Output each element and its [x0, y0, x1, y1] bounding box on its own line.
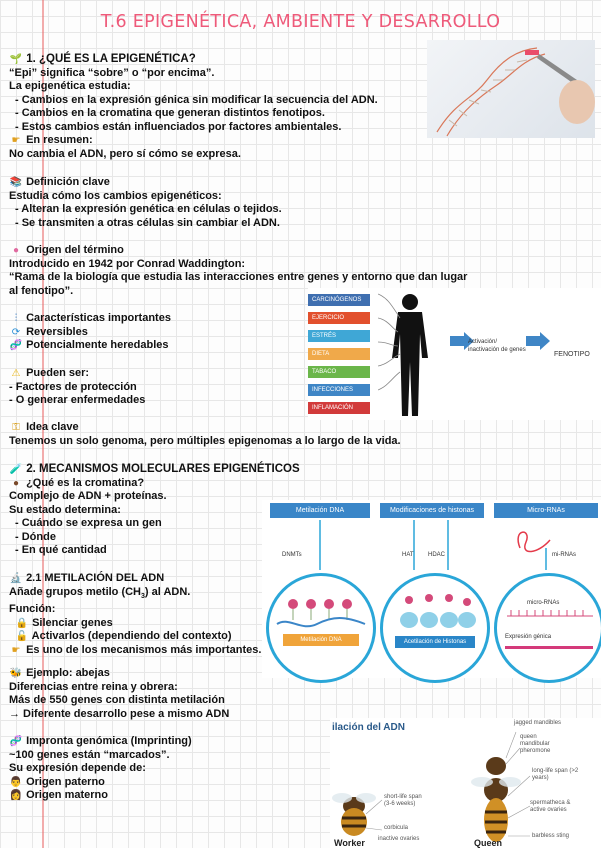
chromatin-icon: ●: [12, 477, 20, 489]
fenotipo-label: FENOTIPO: [554, 351, 590, 358]
section-abejas: [9, 667, 229, 721]
acetilacion-circle-label: Acetilación de Histonas: [403, 639, 467, 645]
factor-tag: DIETA: [308, 348, 370, 360]
text-line: - Cambios en la expresión génica sin modificar la secuencia del ADN.: [15, 93, 378, 106]
warning-icon: ⚠: [11, 368, 21, 379]
queen-label: jagged mandibles: [514, 720, 562, 726]
section-1: [9, 53, 378, 161]
worker-label: corbicula: [384, 825, 409, 831]
abejas-heading: Ejemplo: abejas: [26, 667, 110, 679]
text-line: - Se transmiten a otras células sin cambiar el ADN.: [15, 216, 280, 229]
text-line: “Rama de la biología que estudia las interacciones entre genes y entorno que dan lugar: [9, 271, 468, 283]
text-line: Su estado determina:: [9, 503, 121, 516]
idea-heading: Idea clave: [26, 421, 79, 433]
resumen-text: No cambia el ADN, pero sí cómo se expresa.: [9, 147, 241, 160]
text-line: - En qué cantidad: [15, 544, 107, 556]
bee-icon: 🐝: [9, 668, 23, 679]
text-line: - O generar enfermedades: [9, 394, 146, 406]
funcion-label: Función:: [9, 603, 56, 616]
caracteristica-item: Potencialmente heredables: [26, 339, 169, 351]
section-2-1: [9, 572, 261, 657]
tab-metilacion: Metilación DNA: [270, 503, 370, 518]
text-line: - Alteran la expresión genética en células o tejidos.: [15, 203, 282, 215]
factor-tag: INFLAMACIÓN: [308, 402, 370, 414]
section-2-1-heading: 2.1 METILACIÓN DEL ADN: [26, 572, 165, 584]
text-line: “Epi” significa “sobre” o “por encima”.: [9, 66, 215, 79]
caracteristica-item: Reversibles: [26, 325, 88, 338]
micro-rnas-circle-label: micro-RNAs: [527, 600, 560, 606]
impronta-heading: Impronta genómica (Imprinting): [26, 735, 192, 747]
methylation-circle: [266, 573, 376, 683]
recycle-icon: ⟳: [11, 326, 21, 338]
queen-label: long-life span (>2 years): [532, 768, 579, 781]
test-tube-icon: 🧪: [9, 464, 23, 475]
bee-figure-title: ilación del ADN: [332, 722, 405, 733]
factor-tag: INFECCIONES: [308, 384, 370, 396]
paterno-text: Origen paterno: [26, 775, 105, 788]
tab-histonas: Modificaciones de histonas: [380, 503, 484, 518]
cromatina-question: ¿Qué es la cromatina?: [26, 476, 145, 489]
sprout-icon: 🌱: [9, 54, 23, 65]
factor-tag: CARCINÓGENOS: [308, 294, 370, 306]
metilo-text: Añade grupos metilo (CH: [9, 585, 142, 598]
importante-text: Es uno de los mecanismos más importantes.: [26, 643, 262, 656]
section-2: [9, 463, 300, 558]
micro-rna-circle: [494, 573, 601, 683]
text-line: Complejo de ADN + proteínas.: [9, 490, 167, 502]
mi-rnas-label: mi-RNAs: [552, 552, 576, 558]
lock-icon: 🔒: [15, 617, 29, 629]
metilacion-circle-label: Metilación DNA: [300, 637, 342, 643]
factor-tag: ESTRÉS: [308, 330, 370, 342]
dnmts-label: DNMTs: [282, 552, 302, 558]
text-line: al fenotipo”.: [9, 284, 74, 297]
text-line: - Cuándo se expresa un gen: [15, 517, 162, 529]
metilo-text-end: ) al ADN.: [144, 585, 191, 598]
metilo-subscript: 3: [141, 592, 145, 600]
resumen-label: En resumen:: [26, 134, 93, 146]
queen-label: spermatheca & active ovaries: [530, 800, 571, 813]
queen-label: queen mandibular pheromone: [520, 734, 551, 754]
woman-icon: 👩: [9, 790, 23, 801]
microscope-icon: 🔬: [9, 573, 23, 584]
man-icon: 👨: [9, 776, 23, 788]
section-1-heading: 1. ¿QUÉ ES LA EPIGENÉTICA?: [26, 53, 196, 65]
activation-label: Activación/ inactivación de genes: [468, 339, 526, 353]
worker-label: inactive ovaries: [378, 836, 420, 842]
text-line: - Estos cambios están influenciados por factores ambientales.: [15, 120, 342, 133]
epigenetic-mechanisms-diagram: [262, 500, 601, 678]
caracteristicas-heading: Características importantes: [26, 312, 171, 324]
acetylation-circle: [380, 573, 490, 683]
hdac-label: HDAC: [428, 552, 446, 558]
queen-label: barbless sting: [532, 833, 570, 839]
section-caracteristicas: [9, 312, 171, 353]
books-icon: 📚: [9, 177, 23, 188]
text-line: - Cambios en la cromatina que generan distintos fenotipos.: [15, 107, 325, 119]
environment-factors-diagram: [308, 288, 601, 420]
tab-micro-rnas: Micro-RNAs: [494, 503, 598, 518]
worker-caption: Worker: [334, 838, 365, 848]
silenciar-text: Silenciar genes: [32, 616, 113, 629]
key-icon: ⚿: [12, 422, 20, 433]
text-line: ~100 genes están “marcados”.: [9, 748, 170, 761]
bee-methylation-figure: [330, 718, 601, 848]
section-2-heading: 2. MECANISMOS MOLECULARES EPIGENÉTICOS: [26, 463, 300, 475]
origen-heading: Origen del término: [26, 244, 124, 256]
text-line: Estudia cómo los cambios epigenéticos:: [9, 189, 222, 202]
worker-label: short-life span (3-6 weeks): [384, 794, 422, 807]
text-line: Más de 550 genes con distinta metilación: [9, 694, 225, 706]
definicion-heading: Definición clave: [26, 176, 110, 188]
text-line: → Diferente desarrollo pese a mismo ADN: [9, 707, 230, 720]
text-line: La epigenética estudia:: [9, 80, 131, 92]
hat-label: HAT: [402, 552, 414, 558]
dna-icon: 🧬: [9, 736, 23, 747]
expresion-circle-label: Expresión génica: [505, 634, 552, 640]
section-pueden-ser: [9, 367, 145, 408]
factor-tag: TABACO: [308, 366, 370, 378]
text-line: Su expresión depende de:: [9, 762, 146, 774]
pointing-hand-icon: ☛: [11, 135, 21, 146]
dna-helix-image: [427, 40, 595, 138]
text-line: Diferencias entre reina y obrera:: [9, 680, 178, 693]
section-idea-clave: [9, 421, 401, 448]
dna-icon: 🧬: [9, 340, 23, 351]
pueden-heading: Pueden ser:: [26, 367, 90, 379]
brain-icon: ●: [12, 245, 20, 256]
activar-text: Activarlos (dependiendo del contexto): [31, 630, 232, 643]
unlock-icon: 🔓: [15, 631, 29, 643]
factor-tag: EJERCICIO: [308, 312, 370, 324]
text-line: Introducido en 1942 por Conrad Waddington:: [9, 257, 246, 270]
idea-text: Tenemos un solo genoma, pero múltiples epigenomas a lo largo de la vida.: [9, 434, 401, 447]
text-line: - Dónde: [15, 530, 56, 543]
pointing-hand-icon: ☛: [11, 644, 21, 656]
section-impronta: [9, 735, 192, 803]
dna-icon: ⫶: [14, 313, 18, 324]
page-title: T.6 EPIGENÉTICA, AMBIENTE Y DESARROLLO: [100, 12, 501, 32]
queen-caption: Queen: [474, 838, 503, 848]
materno-text: Origen materno: [26, 789, 108, 801]
text-line: - Factores de protección: [9, 380, 137, 393]
section-definicion: [9, 176, 282, 230]
